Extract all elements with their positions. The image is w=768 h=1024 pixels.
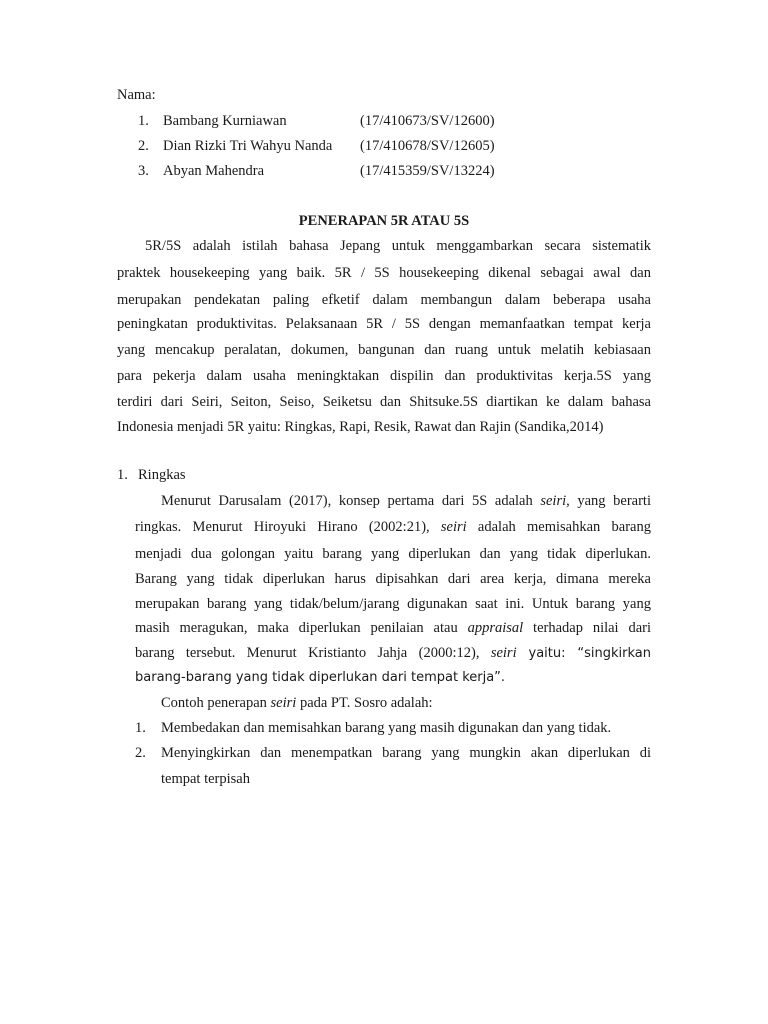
member-name: Bambang Kurniawan [163,113,287,129]
paragraph-line: barang tersebut. Menurut Kristianto Jahja (2000:12), seiri yaitu: “singkirkan [135,645,651,661]
example-intro: Contoh penerapan seiri pada PT. Sosro adalah: [161,695,433,711]
intro-line: para pekerja dalam usaha meningktakan dispilin dan produktivitas kerja.5S yang [117,368,651,384]
intro-line: 5R/5S adalah istilah bahasa Jepang untuk menggambarkan secara sistematik [145,238,651,254]
member-number: 1. [138,113,149,129]
member-nim: (17/410678/SV/12605) [360,138,495,154]
intro-line: terdiri dari Seiri, Seiton, Seiso, Seiketsu dan Shitsuke.5S diartikan ke dalam bahasa [117,394,651,410]
member-number: 2. [138,138,149,154]
member-number: 3. [138,163,149,179]
document-title: PENERAPAN 5R ATAU 5S [298,213,470,229]
paragraph-line: merupakan barang yang tidak/belum/jarang digunakan saat ini. Untuk barang yang [135,596,651,612]
intro-line: Indonesia menjadi 5R yaitu: Ringkas, Rapi, Resik, Rawat dan Rajin (Sandika,2014) [117,419,604,435]
member-nim: (17/415359/SV/13224) [360,163,495,179]
paragraph-line: Menurut Darusalam (2017), konsep pertama dari 5S adalah seiri, yang berarti [161,493,651,509]
member-nim: (17/410673/SV/12600) [360,113,495,129]
paragraph-line: menjadi dua golongan yaitu barang yang diperlukan dan yang tidak diperlukan. [135,546,651,562]
section-title: Ringkas [138,467,186,483]
list-number: 1. [135,720,146,736]
intro-line: peningkatan produktivitas. Pelaksanaan 5R / 5S dengan memanfaatkan tempat kerja [117,316,651,332]
paragraph-line: barang-barang yang tidak diperlukan dari tempat kerja”. [135,670,506,685]
intro-line: praktek housekeeping yang baik. 5R / 5S housekeeping dikenal sebagai awal dan [117,265,651,281]
member-name: Abyan Mahendra [163,163,265,179]
section-number: 1. [117,467,128,483]
list-text: Membedakan dan memisahkan barang yang masih digunakan dan yang tidak. [161,720,612,736]
member-name: Dian Rizki Tri Wahyu Nanda [163,138,333,154]
paragraph-line: Barang yang tidak diperlukan harus dipisahkan dari area kerja, dimana mereka [135,571,651,587]
intro-line: merupakan pendekatan paling efketif dalam membangun dalam beberapa usaha [117,292,651,308]
paragraph-line: ringkas. Menurut Hiroyuki Hirano (2002:21), seiri adalah memisahkan barang [135,519,651,535]
list-text-continuation: tempat terpisah [161,771,250,787]
intro-line: yang mencakup peralatan, dokumen, bangunan dan ruang untuk melatih kebiasaan [117,342,651,358]
paragraph-line: masih meragukan, maka diperlukan penilaian atau appraisal terhadap nilai dari [135,620,651,636]
list-text: Menyingkirkan dan menempatkan barang yang mungkin akan diperlukan di [161,745,651,761]
list-number: 2. [135,745,146,761]
names-label: Nama: [117,87,156,103]
